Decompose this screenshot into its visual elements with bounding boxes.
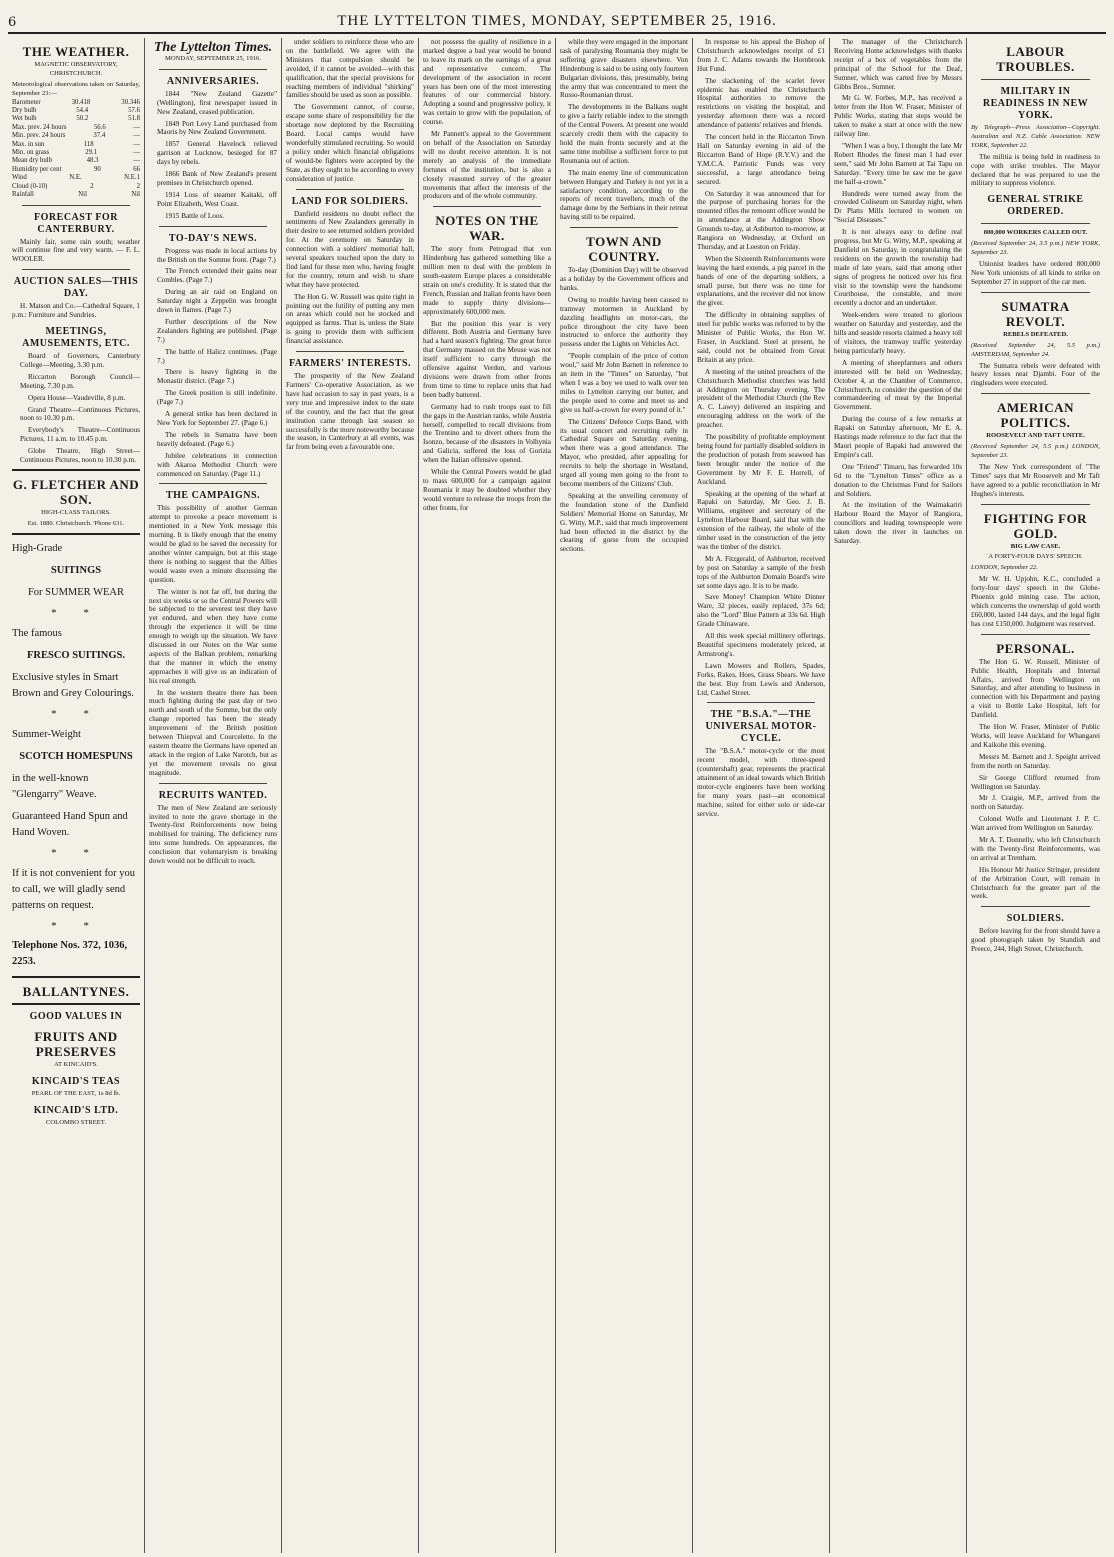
article-paragraph: The Government cannot, of course, escape some share of responsibility for the shortage now deplored by the Recruiting Board. Local camps would have wonderfully stimulated recruiting. So would a policy under which financial obligations of would-be fighters were accepted by the State, as they ought to be according to every consideration of justice. xyxy=(286,103,414,183)
column-6 xyxy=(693,38,830,1553)
notes-paragraph: Germany had to rush troops east to fill the gaps in the Austrian ranks, while Austria herself, compelled to recall divisions from the Trentino and to divert others from the Isonzo, because of the disasters in Volhynia and Galicia, suffered the loss of Gorizia when the Italian offensive opened. xyxy=(423,402,551,465)
weather-row xyxy=(12,124,140,132)
news-paragraph: A meeting of the united preachers of the Christchurch Methodist churches was held at Addington on Thursday evening. The president of the Methodist Church (the Rev A. C. Lawry) delivered an inspiring and encouraging address on the work of the preacher. xyxy=(697,367,825,430)
weather-cell: Min. prev. 24 hours xyxy=(12,132,66,140)
column-2 xyxy=(145,38,282,1553)
ad-summer-wear: For SUMMER WEAR xyxy=(27,586,125,598)
news-paragraph: On Saturday it was announced that for the purpose of purchasing horses for the mounted rifles the remount officer would be in attendance at the Addington Show Grounds to-day, at Ashburton to-morrow, at Rangiora on Wednesday, at Oxford on Thursday, and at Leeston on Friday. xyxy=(697,189,825,251)
notes-paragraph: While the Central Powers would be glad to mass 600,000 for a campaign against Roumania it may be doubted whether they would venture to release the troops from the other fronts, for xyxy=(423,468,551,512)
sumatra-text: The Sumatra rebels were defeated with heavy losses near Djambi. Four of the ringleaders were executed. xyxy=(971,361,1100,388)
ad-stars-4: * * xyxy=(51,919,101,932)
personal-paragraph: Mr A. T. Donnelly, who left Christchurch with the Twenty-first Reinforcements, was on arrival at Trentham. xyxy=(971,836,1100,862)
news-paragraph: Lawn Mowers and Rollers, Spades, Forks, Rakes, Hoes, Grass Shears. We have the best. Buy from Lewis and Anderson, Ltd, Cashel Street. xyxy=(697,661,825,697)
sumatra-sub: REBELS DEFEATED. xyxy=(1003,330,1068,338)
news-item: During an air raid on England on Saturday night a Zeppelin was brought down in flames. (Page 7.) xyxy=(157,288,277,315)
ballantynes-name: BALLANTYNES. xyxy=(22,984,130,1000)
farmers-heading: FARMERS' INTERESTS. xyxy=(288,358,412,370)
kincaid-pearl: PEARL OF THE EAST, 1s 8d lb. xyxy=(31,1090,121,1098)
meeting-item: Everybody's Theatre—Continuous Pictures, 11 a.m. to 10.45 p.m. xyxy=(20,426,140,444)
news-paragraph: Speaking at the opening of the wharf at Rapaki on Saturday, Mr Geo. J. B. Williams, engineer and secretary of the Lyttelton Harbour Board, said that with the extension of the railway, the whole of the timber used in the construction of the jetty was the timber of the district. xyxy=(697,489,825,551)
bsa-paragraph: The "B.S.A." motor-cycle or the most recent model, with three-speed (countershaft) gear, represents the practical attainment of an ideal towards which British motor-cycle engineers have been working for many years past—an economical machine, suited for either solo or side-car service. xyxy=(697,747,825,818)
soldiers-text: Before leaving for the front should have a good photograph taken by Standish and Preece, 244, High Street, Christchurch. xyxy=(971,927,1100,954)
paper-date: MONDAY, SEPTEMBER 25, 1916. xyxy=(165,54,261,62)
weather-cell: 56.6 xyxy=(93,123,106,131)
kincaid-at: AT KINCAID'S. xyxy=(54,1061,98,1069)
bsa-heading: THE "B.S.A."—THE UNIVERSAL MOTOR-CYCLE. xyxy=(705,709,817,745)
notes-heading: NOTES ON THE WAR. xyxy=(435,213,539,244)
town-paragraph: Owing to trouble having been caused to tramway motormen in Auckland by dazzling headlights on motor-cars, the police throughout the city have been instructed to enforce the authority they possess under the Lights on Vehicles Act. xyxy=(560,295,688,349)
anniversary-item: 1844 "New Zealand Gazette" (Wellington), first newspaper issued in New Zealand, ceased publication. xyxy=(157,89,277,116)
weather-heading: THE WEATHER. xyxy=(22,44,130,59)
military-heading: MILITARY IN READINESS IN NEW YORK. xyxy=(982,86,1089,121)
town-heading: TOWN AND COUNTRY. xyxy=(586,234,662,265)
news-paragraph: The difficulty in obtaining supplies of steel for public works was referred to by the Minister of Public Works, the Hon W. Fraser, in Auckland. Steel at present, he said, could not be obtained from Great Britain at any price. xyxy=(697,311,825,364)
town-paragraph: "People complain of the price of cotton wool," said Mr John Barnett in reference to an item in the "Times" on Saturday, "but when I was a boy we used to walk over ten miles to Lyttelton carrying our butter, and the people used to come and meet us and give us half-a-crown for every pound of it." xyxy=(560,352,688,414)
weather-cell: Barometer xyxy=(12,98,41,106)
ad-high-grade: High-Grade xyxy=(12,542,63,554)
campaigns-body xyxy=(149,504,277,777)
news-paragraph: The slackening of the scarlet fever epidemic has enabled the Christchurch Hospital authorities to remove the restrictions on visiting the hospital, and yesterday afternoon there was a record attendance of patients' relatives and friends. xyxy=(697,76,825,130)
column-4 xyxy=(419,38,556,1553)
personal-paragraph: Sir George Clifford returned from Wellington on Saturday. xyxy=(971,773,1100,791)
ad-stars-3: * * xyxy=(51,846,101,859)
weather-row xyxy=(12,183,140,191)
anniversary-item: 1915 Battle of Loos. xyxy=(165,211,225,220)
kincaid-heading: GOOD VALUES IN xyxy=(29,1011,123,1023)
news-item: The French extended their gains near Combles. (Page 7.) xyxy=(157,267,277,285)
news-paragraph: "When I was a boy, I thought the late Mr Robert Rhodes the finest man I had ever seen," said Mr John Barnett at Tai Tapu on Saturday. "Every time he saw me he gave me half-a-crown." xyxy=(834,141,962,186)
notes-paragraph: The story from Petrograd that von Hindenburg has gathered something like a million men to deal with the problem in south-eastern Europe places a considerable strain on one's credulity. It is stated that the French, Russian and Italian fronts have been made to supply thirty divisions—approximately 600,000 men. xyxy=(423,245,551,316)
land-body xyxy=(286,210,414,347)
weather-cell: Mean dry bulb xyxy=(12,157,53,165)
bsa-body xyxy=(697,747,825,818)
news-paragraph: The manager of the Christchurch Receiving Home acknowledges with thanks receipt of a box of vegetables from the principal of the School for the Deaf, Sumner, which was carted free by Messrs Gibbs Bros., Sumner. xyxy=(834,38,962,91)
weather-cell: Nil xyxy=(78,191,87,199)
auction-text: H. Matson and Co.—Cathedral Square, 1 p.m.: Furniture and Sundries. xyxy=(12,302,140,320)
weather-row xyxy=(12,141,140,149)
weather-cell: 30.418 xyxy=(71,98,91,106)
weather-cell: 50.2 xyxy=(76,115,89,123)
ad-fresco: FRESCO SUITINGS. xyxy=(26,649,126,661)
ad-famous: The famous xyxy=(12,627,62,639)
ad-stars-2: * * xyxy=(51,707,101,720)
anniversary-item: 1866 Bank of New Zealand's present premises in Christchurch opened. xyxy=(157,170,277,187)
page-number: 6 xyxy=(8,15,17,30)
kincaid-street: COLOMBO STREET. xyxy=(46,1119,106,1127)
campaigns-paragraph: In the western theatre there has been much fighting during the past day or two north and south of the Somme, but the only change reported has been the steady improvement of the British position between Thiepval and Courcelette. In the eastern theatre the Germans have opened an attack in the region of Lake Narotch, but as yet the movement reveals no great magnitude. xyxy=(149,688,277,777)
ad-exclusive: Exclusive styles in Smart Brown and Grey Colourings. xyxy=(12,671,134,699)
strike-text: Unionist leaders have ordered 800,000 New York unionists of all kinds to strike on September 27 in support of the car men. xyxy=(971,260,1100,286)
politics-sub: ROOSEVELT AND TAFT UNITE. xyxy=(986,432,1085,440)
weather-cell: 2 xyxy=(136,182,140,190)
land-paragraph: The Hon G. W. Russell was quite right in pointing out the futility of putting any men on areas which could not be stocked and equipped as farms. That is, unless the State is going to provide them with sufficient financial assistance. xyxy=(286,292,414,346)
weather-cell: Humidity per cent xyxy=(12,165,62,173)
weather-cell: 2 xyxy=(90,182,94,190)
recruits-paragraph: The men of New Zealand are seriously invited to note the grave shortage in the Twenty-first Reinforcements now being mobilised for training. The deficiency runs into some hundreds. On appearances, the conclusion that voluntaryism is breaking down would not be difficult to reach. xyxy=(149,803,277,866)
anniversary-item: 1857 General Havelock relieved garrison at Lucknow, besieged for 87 days by rebels. xyxy=(157,140,277,167)
column-5 xyxy=(556,38,693,1553)
notes-paragraph: But the position this year is very different. Both Austria and Germany have had a hard season's fighting. The great force that Germany massed on the Meuse was not itself sufficient to carry through the offensive against Verdun, and various divisions were drawn from other fronts from time to time to replace units that had been badly battered. xyxy=(423,319,551,399)
personal-paragraph: Mr J. Craigie, M.P., arrived from the north on Saturday. xyxy=(971,794,1100,812)
town-paragraph: Speaking at the unveiling ceremony of the foundation stone of the Danfield Soldiers' Memorial Home on Saturday, Mr G. Witty, M.P., said that much improvement had been effected in the district by the clearing of gorse from the occupied sections. xyxy=(560,491,688,554)
news-paragraph: Mr G. W. Forbes, M.P., has received a letter from the Hon W. Fraser, Minister of Public Works, stating that steps would be taken to make a start at once with the new railway line. xyxy=(834,94,962,139)
column-3 xyxy=(282,38,419,1553)
anniversary-item: 1849 Port Levy Land purchased from Maoris by New Zealand Government. xyxy=(157,119,277,137)
weather-cell: Max. in sun xyxy=(12,140,45,148)
sumatra-dateline: (Received September 24, 5.5 p.m.) AMSTERDAM, September 24. xyxy=(971,341,1100,358)
article-continuation xyxy=(286,38,414,184)
forecast-text: Mainly fair, some rain south; weather will continue fine and very warm. — F. L. WOOLER. xyxy=(12,237,140,264)
weather-row xyxy=(12,132,140,140)
weather-cell: 118 xyxy=(83,140,94,148)
tailor-address: Est. 1880. Christchurch. 'Phone 631. xyxy=(27,519,125,527)
news-paragraph: All this week special millinery offerings. Beautiful specimens moderately priced, at Armstrong's. xyxy=(697,632,825,658)
weather-cell: 48.3 xyxy=(86,157,99,165)
gold-text: Mr W. H. Upjohn, K.C., concluded a forty-four days' speech in the Globe-Phoenix gold mining case. The action, which concerns the ownership of gold worth £60,000, lasted 144 days, and the legal fight has cost £150,000. Judgment was reserved. xyxy=(971,575,1100,628)
gold-sub-2: A FORTY-FOUR DAYS' SPEECH. xyxy=(988,553,1083,561)
ad-convenient: If it is not convenient for you to call, we will gladly send patterns on request. xyxy=(12,867,136,911)
ad-suitings: SUITINGS xyxy=(50,564,102,576)
weather-row xyxy=(12,191,140,199)
observation-note: Meteorological observations taken on Saturday, September 23:— xyxy=(12,80,140,97)
ad-guaranteed: Guaranteed Hand Spun and Hand Woven. xyxy=(12,810,128,838)
ad-stars-1: * * xyxy=(51,606,101,619)
weather-cell: Nil xyxy=(131,191,140,199)
town-paragraph: The Citizens' Defence Corps Band, with its usual concert and recruiting rally in Cathedral Square on Saturday evening, when there was a good attendance. The Mayor, who presided, after appealing for recruits to help the shortage in Westland, urged all young men going to the front to become members of the Citizens' Club. xyxy=(560,417,688,488)
news-item: The battle of Halicz continues. (Page 7.) xyxy=(157,347,277,365)
meeting-item: Board of Governors, Canterbury College—Meeting, 3.30 p.m. xyxy=(20,352,140,369)
strike-dateline: (Received September 24, 3.5 p.m.) NEW YORK, September 23. xyxy=(971,240,1100,257)
meeting-item: Grand Theatre—Continuous Pictures, noon to 10.30 p.m. xyxy=(20,405,140,423)
campaigns-paragraph: This possibility of another German attempt to provoke a peace movement is mentioned in a New York message this morning. It is likely enough that the enemy would be glad to be saved the necessity for another winter campaign, but at this stage there is nothing to suggest that the Allies would waste even a minute discussing the question. xyxy=(149,504,277,584)
strike-heading: GENERAL STRIKE ORDERED. xyxy=(987,194,1084,218)
weather-cell: 66 xyxy=(133,165,140,173)
article-continuation xyxy=(423,38,551,201)
news-item: The rebels in Sumatra have been heavily defeated. (Page 6.) xyxy=(157,430,277,448)
article-paragraph: under soldiers to reinforce those who are on the battlefield. We agree with the Ministers that compulsion should be avoided, if it cannot be avoided—with this qualification, that the special provisions for reaching members of individual "shirking" families should be used as soon as possible. xyxy=(286,38,414,100)
ad-summer-weight: Summer-Weight xyxy=(12,728,81,740)
weather-cell: — xyxy=(133,140,140,148)
gold-sub: BIG LAW CASE. xyxy=(1010,542,1061,550)
columns xyxy=(8,38,1106,1553)
weather-table xyxy=(12,99,140,200)
sumatra-heading: SUMATRA REVOLT. xyxy=(1001,298,1070,329)
article-paragraph: Mr Pannett's appeal to the Government on behalf of the Association on Saturday will no doubt receive attention. It is not merely an analysis of the immediate fortunes of the institution, but is also a closely reasoned survey of the greater movements that affect the interests of the producers and of the whole community. xyxy=(423,130,551,201)
personal-paragraph: The Hon G. W. Russell, Minister of Public Health, Hospitals and Internal Affairs, arrived from Wellington on Saturday, and after attending to business in connection with his Department and paying a visit to Bottle Lake Hospital, left for Danfield. xyxy=(971,657,1100,720)
ad-glengarry: in the well-known "Glengarry" Weave. xyxy=(12,772,97,800)
strike-sub: 800,000 WORKERS CALLED OUT. xyxy=(983,229,1088,237)
anniversaries-list xyxy=(149,90,277,221)
town-paragraph: To-day (Dominion Day) will be observed as a holiday by the Government offices and banks. xyxy=(560,266,688,292)
news-heading: TO-DAY'S NEWS. xyxy=(168,232,258,244)
article-paragraph: not possess the quality of resilience in a marked degree a bad year would be bound to leave its mark on the earnings of a great and representative concern. The development of the association in recent years has been one of the most interesting features of our commercial history. Adopting a sound and progressive policy, it was certain to grow with the population, of course. xyxy=(423,38,551,127)
land-paragraph: Danfield residents no doubt reflect the sentiments of New Zealanders generally in their desire to see returned soldiers provided for. At the ceremony on Saturday in connection with a soldiers' memorial hall, several speakers touched upon the duty to find land for these men who, having fought for the country, return and wish to share what they have protected. xyxy=(286,209,414,289)
news-paragraph: The possibility of profitable employment being found for partially disabled soldiers in the production of potash from seaweed has been brought under the notice of the Government by Mr F. E. Horrell, of Auckland. xyxy=(697,433,825,486)
news-paragraph: Save Money! Champion White Dinner Ware, 32 pieces, easily replaced, 37s 6d; also the "Lord" Blue Pattern at 33s 6d. High Grade Chinaware. xyxy=(697,593,825,629)
news-paragraph: Week-enders were treated to glorious weather on Saturday and yesterday, and the hills and seaside resorts claimed a heavy toll of visitors, the tramway traffic yesterday being particularly heavy. xyxy=(834,311,962,355)
campaigns-heading: THE CAMPAIGNS. xyxy=(165,490,261,502)
article-continuation xyxy=(560,38,688,222)
soldiers-heading: SOLDIERS. xyxy=(1006,913,1065,925)
politics-text: The New York correspondent of "The Times" says that Mr Roosevelt and Mr Taft have agreed to a public reconciliation in Mr Hughes's interests. xyxy=(971,462,1100,498)
weather-cell: N.E.1 xyxy=(124,174,140,182)
paper-title: The Lyttelton Times. xyxy=(153,40,273,55)
weather-cell: — xyxy=(133,149,140,157)
news-item: Jubilee celebrations in connection with Akaroa Methodist Church were commenced on Saturday. (Page 11.) xyxy=(157,451,277,478)
news-paragraph: Hundreds were turned away from the crowded Coliseum on Saturday night, when Dr Platts Mills lectured to women on "Social Diseases." xyxy=(834,189,962,225)
tailor-sub: HIGH-CLASS TAILORS. xyxy=(41,509,111,516)
politics-dateline: (Received September 24, 5.5 p.m.) LONDON, September 23. xyxy=(971,443,1100,460)
news-paragraph: When the Sixteenth Reinforcements were leaving the hard extends, a pig parcel in the hands of one of the departing soldiers, a small purse, but there was no time for explanations, and the receiver did not know the giver. xyxy=(697,254,825,308)
personal-paragraph: Messrs M. Barnett and J. Speight arrived from the north on Saturday. xyxy=(971,752,1100,770)
weather-row xyxy=(12,115,140,123)
campaigns-paragraph: The winter is not far off, but during the next six weeks or so the Central Powers will be subjected to the severest test they have yet endured, and when they have come through the experience it will be time enough to weigh up the situation. We have discussed in our Notes on the War some aspects of the Balkan problem, remarking that the manner in which the enemy approaches it will give us an indication of his real strength. xyxy=(149,587,277,685)
weather-row xyxy=(12,174,140,182)
weather-row xyxy=(12,157,140,165)
town-body xyxy=(560,266,688,554)
ad-scotch: SCOTCH HOMESPUNS xyxy=(19,750,133,762)
personal-paragraph: Colonel Wolfe and Lieutenant J. P. C. Watt arrived from Wellington on Saturday. xyxy=(971,815,1100,833)
weather-cell: Wind xyxy=(12,174,27,182)
column-7 xyxy=(830,38,967,1553)
politics-heading: AMERICAN POLITICS. xyxy=(997,400,1074,431)
news-paragraph: Mr A. Fitzgerald, of Ashburton, received by post on Saturday a sample of the fresh tops of the Ashburton Domain Board's wire set some days ago. It is to be made. xyxy=(697,554,825,590)
weather-cell: 51.8 xyxy=(128,115,140,123)
farmers-body xyxy=(286,372,414,452)
weather-row xyxy=(12,149,140,157)
weather-cell: Rainfall xyxy=(12,191,34,199)
news-items xyxy=(697,38,825,697)
column-8 xyxy=(967,38,1104,1553)
news-item: A general strike has been declared in New York for September 27. (Page 6.) xyxy=(157,410,277,427)
weather-cell: 30.346 xyxy=(121,98,140,106)
forecast-heading: FORECAST FOR CANTERBURY. xyxy=(34,211,118,235)
news-item: Progress was made in local actions by the British on the Somme front. (Page 7.) xyxy=(157,246,277,264)
weather-cell: 29.1 xyxy=(85,149,98,157)
news-list xyxy=(149,247,277,479)
article-paragraph: The main enemy line of communication between Hungary and Turkey is not yet in a satisfactory condition, according to the reports of recent travellers, much of the damage done by the Serbians in their retreat having still to be repaired. xyxy=(560,168,688,222)
news-item: The Greek position is still indefinite. (Page 7.) xyxy=(157,389,277,407)
recruits-heading: RECRUITS WANTED. xyxy=(158,789,268,801)
personal-body xyxy=(971,658,1100,902)
weather-cell: 54.4 xyxy=(76,107,89,115)
article-paragraph: The developments in the Balkans ought to give a fairly reliable index to the strength of the Central Powers. At present one would scarcely credit them with the capacity to hold the main fronts securely and at the same time mobilise a sufficient force to put Roumania out of action. xyxy=(560,103,688,165)
farmers-paragraph: The prosperity of the New Zealand Farmers' Co-operative Association, as we have had occasion to say in past years, is a very true and impressive index to the state of the country, and the fact that the great institution came through last season so successfully is the more noteworthy because the season, in Canterbury at all events, was far from being even a favourable one. xyxy=(286,372,414,452)
news-paragraph: A meeting of sheepfarmers and others interested will be held on Wednesday, October 4, at the Chamber of Commerce, Christchurch, to consider the question of the commandeering of meat by the Imperial Government. xyxy=(834,358,962,412)
weather-cell: Dry bulb xyxy=(12,107,37,115)
military-dateline: By Telegraph—Press Association—Copyright. Australian and N.Z. Cable Association. NEW YORK, September 22. xyxy=(971,124,1100,149)
tailor-name: G. FLETCHER AND SON. xyxy=(12,477,140,507)
kincaid-name: KINCAID'S LTD. xyxy=(33,1105,119,1117)
weather-row xyxy=(12,107,140,115)
article-paragraph: while they were engaged in the important task of paralysing Roumania they might be suffering grave disasters elsewhere. Von Hindenburg is said to be using only fourteen Bulgarian divisions, this, presumably, being the army that was concentrated to meet the Russo-Roumanian thrust. xyxy=(560,38,688,100)
gold-dateline: LONDON, September 22. xyxy=(971,564,1038,572)
gold-heading: FIGHTING FOR GOLD. xyxy=(983,510,1088,541)
news-paragraph: During the course of a few remarks at Rapaki on Saturday afternoon, Mr E. A. Hastings made reference to the fact that the Maori people of Rapaki had answered the Empire's call. xyxy=(834,415,962,459)
news-paragraph: In response to his appeal the Bishop of Christchurch acknowledges receipt of £1 from J. C. Adams towards the Hornbrook Hut Fund. xyxy=(697,38,825,73)
news-item: There is heavy fighting in the Monastir district. (Page 7.) xyxy=(157,368,277,386)
ad-telephone: Telephone Nos. 372, 1036, 2253. xyxy=(12,940,128,968)
weather-row xyxy=(12,166,140,174)
news-paragraph: The concert held in the Riccarton Town Hall on Saturday evening in aid of the Riccarton Band of Hope (R.Y.V.) and the Y.M.C.A. Patriotic Funds was very successful, a large attendance being secured. xyxy=(697,133,825,186)
weather-cell: 57.6 xyxy=(128,107,140,115)
weather-cell: N.E. xyxy=(69,174,82,182)
weather-cell: Min. on grass xyxy=(12,149,50,157)
weather-cell: Wet bulb xyxy=(12,115,37,123)
kincaid-fruits: FRUITS AND PRESERVES xyxy=(34,1029,118,1060)
meeting-item: Globe Theatre, High Street—Continuous Pictures, noon to 10.30 p.m. xyxy=(20,447,140,465)
auction-heading: AUCTION SALES—THIS DAY. xyxy=(13,276,139,300)
anniversaries-heading: ANNIVERSARIES. xyxy=(166,75,260,87)
meeting-item: Opera House—Vaudeville, 8 p.m. xyxy=(28,393,126,402)
column-1 xyxy=(8,38,145,1553)
weather-cell: Max. prev. 24 hours xyxy=(12,123,67,131)
news-paragraph: One "Friend" Timaru, has forwarded 10s 6d to the "Lyttelton Times" office as a donation to the Christmas Fund for Sailors and Soldiers. xyxy=(834,462,962,498)
recruits-body xyxy=(149,804,277,866)
masthead-title: THE LYTTELTON TIMES, MONDAY, SEPTEMBER 25, 1916. xyxy=(337,13,777,29)
anniversary-item: 1914 Loss of steamer Kaitaki, off Point Elizabeth, West Coast. xyxy=(157,190,277,208)
news-paragraph: At the invitation of the Waimakariri Harbour Board the Mayor of Rangiora, councillors and leading townspeople were taken down the river in launches on Saturday. xyxy=(834,501,962,546)
weather-cell: Cloud (0-10) xyxy=(12,182,48,190)
weather-cell: 90 xyxy=(93,165,101,173)
weather-cell: 37.4 xyxy=(93,132,106,140)
notes-body xyxy=(423,245,551,512)
masthead xyxy=(8,6,1106,34)
meeting-item: Riccarton Borough Council—Meeting, 7.30 p.m. xyxy=(20,372,140,390)
personal-paragraph: The Hon W. Fraser, Minister of Public Works, will leave Auckland for Whangarei and Kaikohe this evening. xyxy=(971,723,1100,749)
meetings-heading: MEETINGS, AMUSEMENTS, ETC. xyxy=(22,326,130,350)
kincaid-teas: KINCAID'S TEAS xyxy=(31,1076,121,1088)
news-items xyxy=(834,38,962,546)
land-heading: LAND FOR SOLDIERS. xyxy=(291,195,409,207)
weather-cell: — xyxy=(133,157,140,165)
weather-cell: — xyxy=(133,132,140,140)
news-item: Further descriptions of the New Zealanders fighting are published. (Page 7.) xyxy=(157,317,277,344)
meetings-list xyxy=(12,352,140,465)
weather-row xyxy=(12,99,140,107)
weather-cell: — xyxy=(133,123,140,131)
personal-heading: PERSONAL. xyxy=(996,640,1075,656)
military-text: The militia is being held in readiness to cope with strike troubles. The Mayor declared that he was prepared to use the military to suppress violence. xyxy=(971,152,1100,188)
observatory-name: MAGNETIC OBSERVATORY, CHRISTCHURCH. xyxy=(34,61,118,77)
news-paragraph: It is not always easy to define real progress, but Mr G. Witty, M.P., speaking at Danfield on Saturday, in congratulating the residents on the growth the township had made of late years, said that among other signs of progress he noticed over his first visit to the township were the handsome Courthouse, the constable, and more recently a doctor and an undertaker. xyxy=(834,228,962,308)
labour-heading: LABOUR TROUBLES. xyxy=(996,44,1075,74)
personal-paragraph: His Honour Mr Justice Stringer, president of the Arbitration Court, will remain in Christchurch for the greater part of the week. xyxy=(971,865,1100,901)
